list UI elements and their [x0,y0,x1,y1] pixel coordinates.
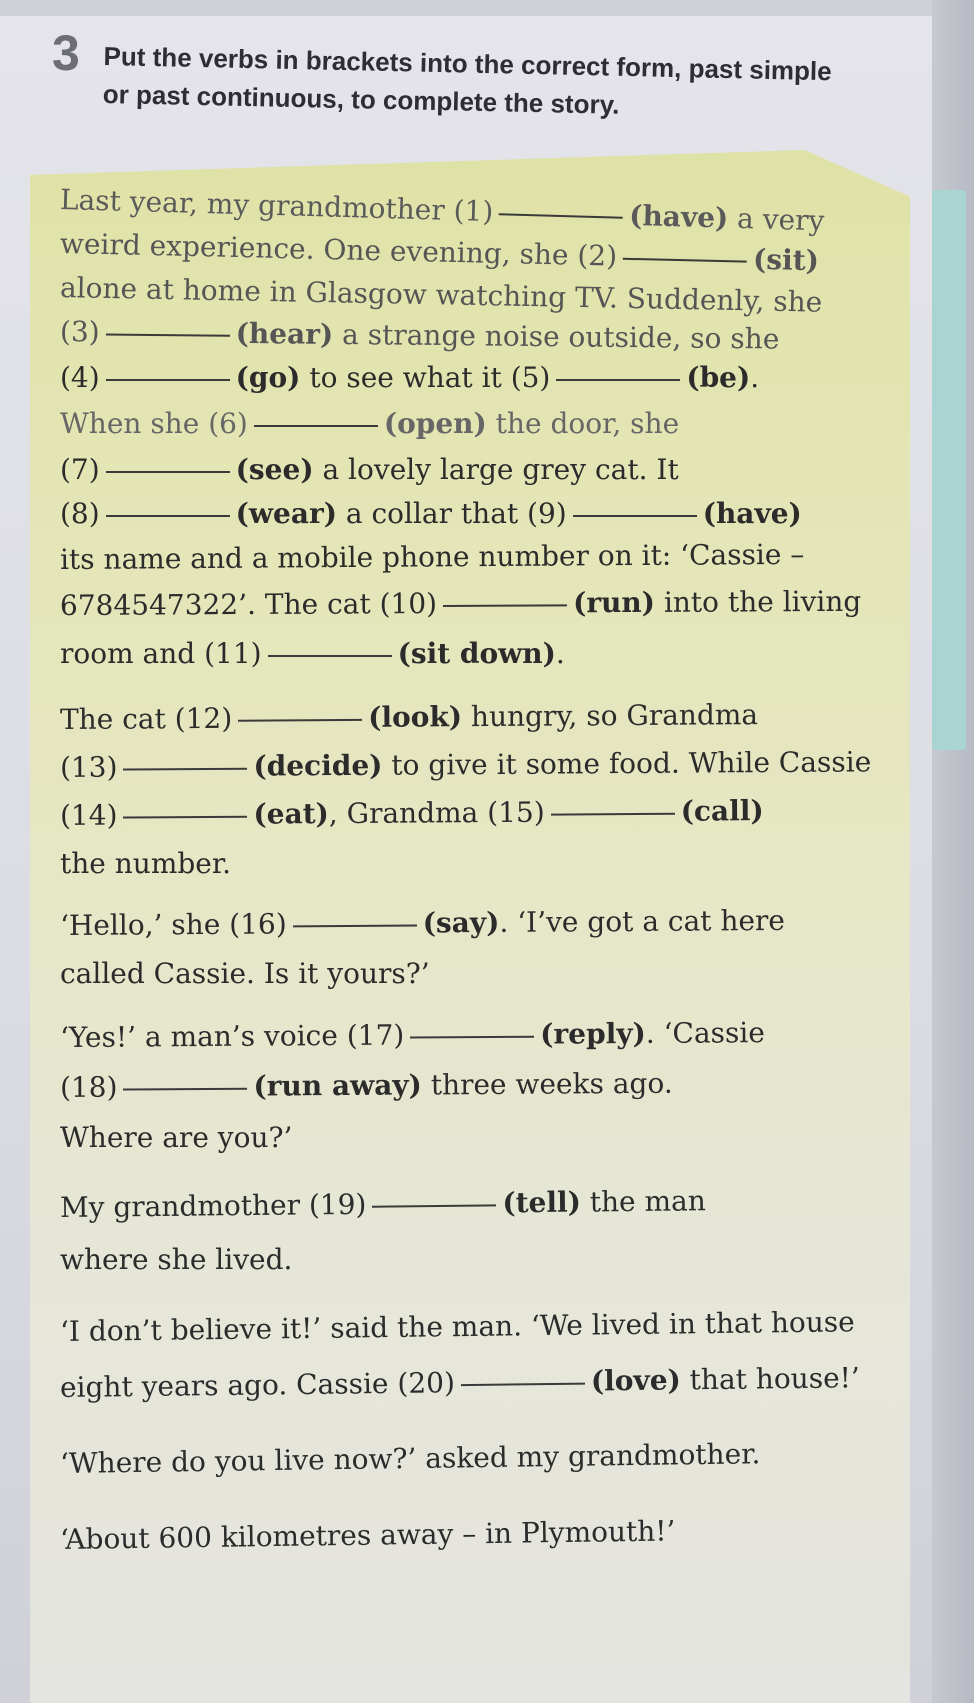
story-line-26: ‘About 600 kilometres away – in Plymouth!’ [59,1514,676,1556]
answer-blank-2[interactable] [623,257,747,263]
story-line-23: ‘I don’t believe it!’ said the man. ‘We lived in that house [59,1305,855,1348]
story-line-12: The cat (12) (look) hungry, so Grandma [59,698,759,736]
story-line-18: ‘Yes!’ a man’s voice (17) (reply). ‘Cassie [59,1016,765,1054]
answer-blank-16[interactable] [293,924,417,928]
answer-blank-5[interactable] [556,378,680,381]
answer-blank-6[interactable] [254,424,378,427]
story-line-15: the number. [60,847,232,880]
answer-blank-10[interactable] [443,603,567,607]
story-line-20: Where are you?’ [60,1121,293,1154]
answer-blank-20[interactable] [461,1382,585,1387]
story-line-21: My grandmother (19) (tell) the man [59,1184,706,1224]
story-line-5: (4) (go) to see what it (5) (be). [60,361,760,394]
story-line-8: (8) (wear) a collar that (9) (have) [60,497,802,530]
story-line-13: (13) (decide) to give it some food. While Cassie [59,745,872,784]
story-line-14: (14) (eat), Grandma (15) (call) [59,794,764,832]
story-line-19: (18) (run away) three weeks ago. [59,1066,673,1104]
answer-blank-3[interactable] [106,332,230,336]
story-line-22: where she lived. [60,1243,293,1276]
answer-blank-9[interactable] [573,514,697,517]
exercise-number: 3 [52,25,80,81]
answer-blank-15[interactable] [551,812,675,816]
story-line-7: (7) (see) a lovely large grey cat. It [60,453,679,486]
answer-blank-8[interactable] [106,514,230,517]
story-line-16: ‘Hello,’ she (16) (say). ‘I’ve got a cat here [59,903,786,942]
answer-blank-19[interactable] [372,1203,496,1207]
exercise-instruction: Put the verbs in brackets into the correct form, past simple or past continuous, to complete the story. [102,40,832,120]
story-line-6: When she (6) (open) the door, she [60,407,680,440]
answer-blank-18[interactable] [123,1087,247,1091]
answer-blank-1[interactable] [499,212,623,218]
story-line-11: room and (11) (sit down). [60,637,565,670]
tab-marker [932,190,966,750]
story-line-9: its name and a mobile phone number on it: ‘Cassie – [59,537,805,576]
answer-blank-17[interactable] [410,1035,534,1039]
page-top-edge [0,0,974,16]
story-line-3: alone at home in Glasgow watching TV. Suddenly, she [59,271,823,319]
answer-blank-14[interactable] [123,815,247,819]
answer-blank-13[interactable] [123,767,247,771]
story-line-10: 6784547322’. The cat (10) (run) into the living [59,584,862,622]
story-line-2: weird experience. One evening, she (2) (sit) [59,227,820,278]
story-line-4: (3) (hear) a strange noise outside, so she [59,315,780,356]
story-line-1: Last year, my grandmother (1) (have) a very [59,183,825,238]
story-line-17: called Cassie. Is it yours?’ [60,957,430,990]
story-line-25: ‘Where do you live now?’ asked my grandmother. [59,1437,761,1480]
answer-blank-4[interactable] [106,378,230,381]
story-line-24: eight years ago. Cassie (20) (love) that house!’ [59,1361,861,1404]
answer-blank-12[interactable] [238,718,362,722]
answer-blank-7[interactable] [106,470,230,473]
answer-blank-11[interactable] [268,654,392,657]
